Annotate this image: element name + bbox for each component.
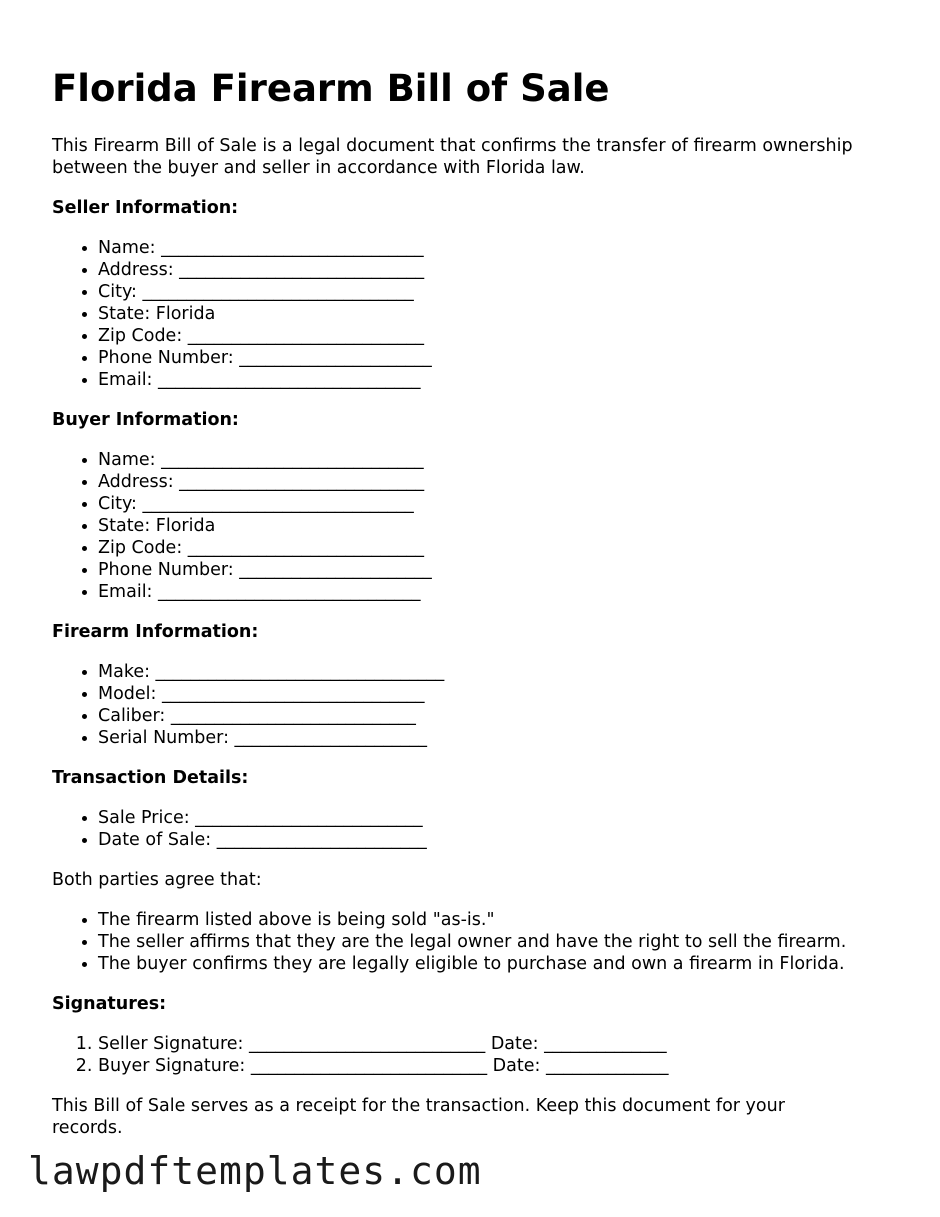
agreement-list bbox=[52, 909, 912, 975]
firearm-serial-field: • Serial Number: ______________________ bbox=[98, 727, 912, 749]
buyer-field-list bbox=[52, 449, 912, 603]
agreement-as-is-item: • The firearm listed above is being sold "as-is." bbox=[98, 909, 912, 931]
page-title: Florida Firearm Bill of Sale bbox=[52, 67, 610, 110]
agreement-buyer-eligible-item: • The buyer confirms they are legally eligible to purchase and own a firearm in Florida. bbox=[98, 953, 912, 975]
intro-paragraph: This Firearm Bill of Sale is a legal document that confirms the transfer of firearm ownership between the buyer and seller in accordance with Florida law. bbox=[52, 136, 853, 178]
seller-field-list bbox=[52, 237, 912, 391]
seller-section-heading: Seller Information: bbox=[52, 198, 239, 218]
firearm-field-list bbox=[52, 661, 912, 749]
sale-price-field: • Sale Price: __________________________ bbox=[98, 807, 912, 829]
buyer-address-field: • Address: ____________________________ bbox=[98, 471, 912, 493]
firearm-section-heading: Firearm Information: bbox=[52, 622, 259, 642]
sale-date-field: • Date of Sale: ________________________ bbox=[98, 829, 912, 851]
buyer-section-heading: Buyer Information: bbox=[52, 410, 239, 430]
seller-state-field: • State: Florida bbox=[98, 303, 912, 325]
seller-phone-field: • Phone Number: ______________________ bbox=[98, 347, 912, 369]
transaction-section-heading: Transaction Details: bbox=[52, 768, 249, 788]
closing-paragraph: This Bill of Sale serves as a receipt for the transaction. Keep this document for your records. bbox=[52, 1096, 785, 1138]
signatures-list bbox=[52, 1033, 912, 1077]
seller-email-field: • Email: ______________________________ bbox=[98, 369, 912, 391]
agreement-lead: Both parties agree that: bbox=[52, 870, 262, 890]
site-watermark: lawpdftemplates.com bbox=[28, 1149, 482, 1193]
firearm-caliber-field: • Caliber: ____________________________ bbox=[98, 705, 912, 727]
firearm-make-field: • Make: _________________________________ bbox=[98, 661, 912, 683]
seller-name-field: • Name: ______________________________ bbox=[98, 237, 912, 259]
agreement-seller-owner-item: • The seller affirms that they are the legal owner and have the right to sell the firearm. bbox=[98, 931, 912, 953]
buyer-email-field: • Email: ______________________________ bbox=[98, 581, 912, 603]
buyer-zip-field: • Zip Code: ___________________________ bbox=[98, 537, 912, 559]
transaction-field-list bbox=[52, 807, 912, 851]
firearm-model-field: • Model: ______________________________ bbox=[98, 683, 912, 705]
seller-city-field: • City: _______________________________ bbox=[98, 281, 912, 303]
buyer-signature-line: 2. Buyer Signature: ___________________________ Date: ______________ bbox=[98, 1055, 912, 1077]
buyer-city-field: • City: _______________________________ bbox=[98, 493, 912, 515]
buyer-name-field: • Name: ______________________________ bbox=[98, 449, 912, 471]
seller-signature-line: 1. Seller Signature: ___________________________ Date: ______________ bbox=[98, 1033, 912, 1055]
document-body bbox=[52, 135, 912, 1139]
buyer-state-field: • State: Florida bbox=[98, 515, 912, 537]
seller-zip-field: • Zip Code: ___________________________ bbox=[98, 325, 912, 347]
seller-address-field: • Address: ____________________________ bbox=[98, 259, 912, 281]
buyer-phone-field: • Phone Number: ______________________ bbox=[98, 559, 912, 581]
signatures-section-heading: Signatures: bbox=[52, 994, 167, 1014]
